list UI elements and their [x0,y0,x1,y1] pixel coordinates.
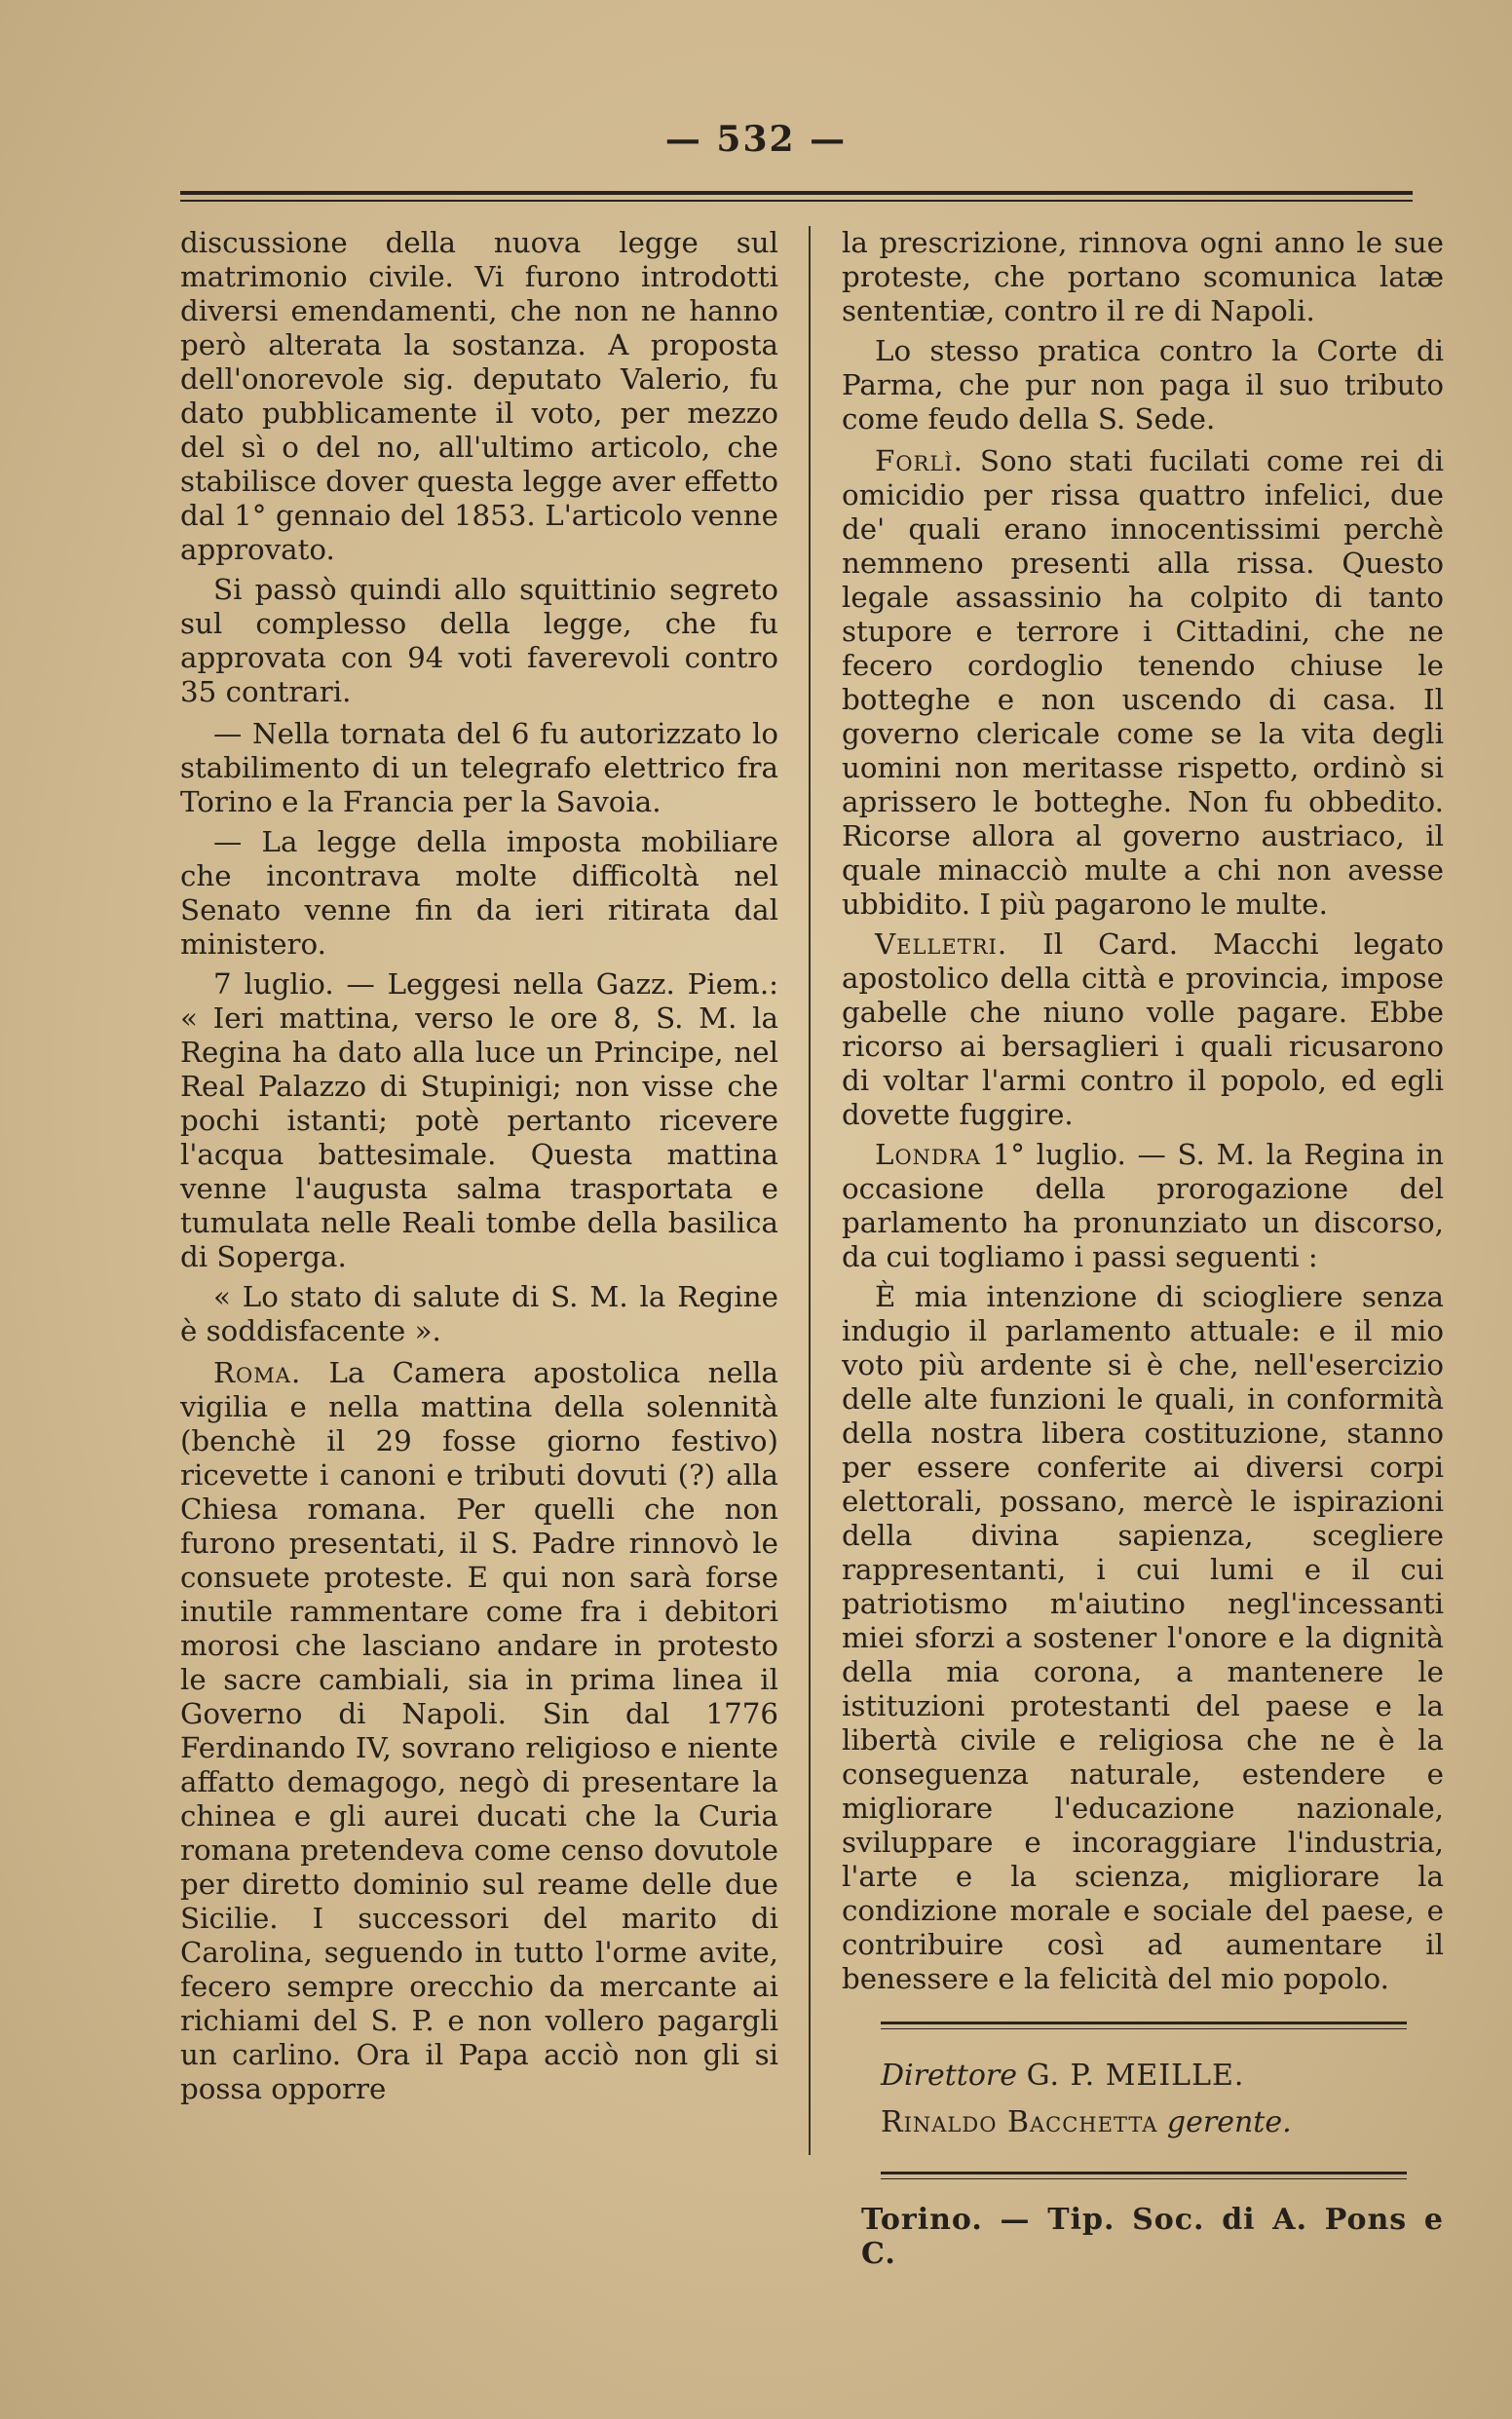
director-title: Direttore [881,2059,1018,2093]
article-paragraph [180,573,778,709]
signature-block [881,2053,1444,2146]
manager-role: gerente. [1166,2105,1292,2139]
dateline: Roma. [213,1356,302,1389]
paragraph-text: — La legge della imposta mobiliare che incontrava molte difficoltà nel Senato venne fin da ieri ritirata dal ministero. [180,825,778,961]
article-paragraph [842,927,1444,1132]
paragraph-text: Si passò quindi allo squittinio segreto sul complesso della legge, che fu approvata con 94 voti faverevoli contro 35 contrari. [180,573,778,708]
article-paragraph [180,226,778,567]
right-column [842,226,1444,2271]
paragraph-text: 7 luglio. — Leggesi nella Gazz. Piem.: « Ieri mattina, verso le ore 8, S. M. la Regina ha dato alla luce un Principe, nel Real Palazzo di Stupinigi; non visse che pochi istanti; potè pertanto ricevere l'acqua battesimale. Questa mattina venne l'augusta salma trasportata e tumulata nelle Reali tombe della basilica di Soperga. [180,967,778,1273]
dateline: Velletri. [875,927,1008,961]
header-rule-thick [180,191,1413,195]
article-paragraph [842,226,1444,328]
article-paragraph [180,967,778,1274]
paragraph-text: Il Card. Macchi legato apostolico della città e provincia, impose gabelle che niuno volle pagare. Ebbe ricorso ai bersaglieri i quali ricusarono di voltar l'armi contro il popolo, ed egli dovette fuggire. [842,927,1444,1131]
article-paragraph [180,717,778,819]
left-column [180,226,778,2112]
paragraph-text: 1° luglio. — S. M. la Regina in occasione della prorogazione del parlamento ha pronunziato un discorso, da cui togliamo i passi seguenti : [842,1138,1444,1273]
article-paragraph [180,825,778,962]
dateline: Forlì. [875,444,964,477]
paragraph-text: discussione della nuova legge sul matrimonio civile. Vi furono introdotti diversi emendamenti, che non ne hanno però alterata la sostanza. A proposta dell'onorevole sig. deputato Valerio, fu dato pubblicamente il voto, per mezzo del sì o del no, all'ultimo articolo, che stabilisce dover questa legge aver effetto dal 1° gennaio del 1853. L'articolo venne approvato. [180,226,778,566]
paragraph-text: Lo stesso pratica contro la Corte di Parma, che pur non paga il suo tributo come feudo della S. Sede. [842,334,1444,435]
article-paragraph [180,1280,778,1348]
article-paragraph [842,1280,1444,1996]
paragraph-text: — Nella tornata del 6 fu autorizzato lo stabilimento di un telegrafo elettrico fra Torino e la Francia per la Savoia. [180,717,778,818]
paragraph-text: È mia intenzione di sciogliere senza indugio il parlamento attuale: e il mio voto più ardente si è che, nell'esercizio delle alte funzioni le quali, in conformità della nostra libera costituzione, stanno per essere conferite ai diversi corpi elettorali, possano, mercè le ispirazioni della divina sapienza, scegliere rappresentanti, i cui lumi e il cui patriotismo m'aiutino negl'incessanti miei sforzi a sostener l'onore e la dignità della mia corona, a mantenere le istituzioni protestanti del paese e la libertà civile e religiosa che ne è la conseguenza naturale, estendere e migliorare l'educazione nazionale, sviluppare e incoraggiare l'industria, l'arte e la scienza, migliorare la condizione morale e sociale del paese, e contribuire così ad aumentare il benessere e la felicità del mio popolo. [842,1280,1444,1995]
paragraph-text: « Lo stato di salute di S. M. la Regine è soddisfacente ». [180,1280,778,1347]
dateline: Londra [875,1138,981,1171]
imprint-rule [881,2172,1407,2179]
right-column-articles [842,226,1444,1996]
article-paragraph [842,1138,1444,1274]
paragraph-text: la prescrizione, rinnova ogni anno le sue proteste, che portano scomunica latæ sententiæ, contro il re di Napoli. [842,226,1444,327]
paragraph-text: La Camera apostolica nella vigilia e nella mattina della solennità (benchè il 29 fosse giorno festivo) ricevette i canoni e tributi dovuti (?) alla Chiesa romana. Per quelli che non furono presentati, il S. Padre rinnovò le consuete proteste. E qui non sarà forse inutile rammentare come fra i debitori morosi che lasciano andare in protesto le sacre cambiali, sia in prima linea il Governo di Napoli. Sin dal 1776 Ferdinando IV, sovrano religioso e niente affatto demagogo, negò di presentare la chinea e gli aurei ducati che la Curia romana pretendeva come censo dovutole per diretto dominio sul reame delle due Sicilie. I successori del marito di Carolina, seguendo in tutto l'orme avite, fecero sempre orecchio da mercante ai richiami del S. P. e non vollero pagargli un carlino. Ora il Papa acciò non gli si possa opporre [180,1356,778,2105]
printer-imprint: Torino. — Tip. Soc. di A. Pons e C. [861,2203,1444,2271]
director-line [881,2053,1444,2099]
column-divider [809,226,811,2155]
paragraph-text: Sono stati fucilati come rei di omicidio per rissa quattro infelici, due de' quali erano innocentissimi perchè nemmeno presenti alla rissa. Questo legale assassinio ha colpito di tanto stupore e terrore i Cittadini, che ne fecero cordoglio tenendo chiuse le botteghe e non uscendo di casa. Il governo clericale come se la vita degli uomini non meritasse rispetto, ordinò si aprissero le botteghe. Non fu obbedito. Ricorse allora al governo austriaco, il quale minacciò multe a chi non avesse ubbidito. I più pagarono le multe. [842,444,1444,921]
article-paragraph [842,334,1444,436]
signature-rule [881,2022,1407,2029]
manager-line [881,2099,1444,2146]
manager-name: Rinaldo Bacchetta [881,2105,1158,2139]
header-rule-thin [180,200,1413,202]
article-paragraph [180,1356,778,2106]
page-number: — 532 — [664,119,848,160]
article-paragraph [842,444,1444,922]
director-name: G. P. MEILLE. [1026,2059,1245,2093]
